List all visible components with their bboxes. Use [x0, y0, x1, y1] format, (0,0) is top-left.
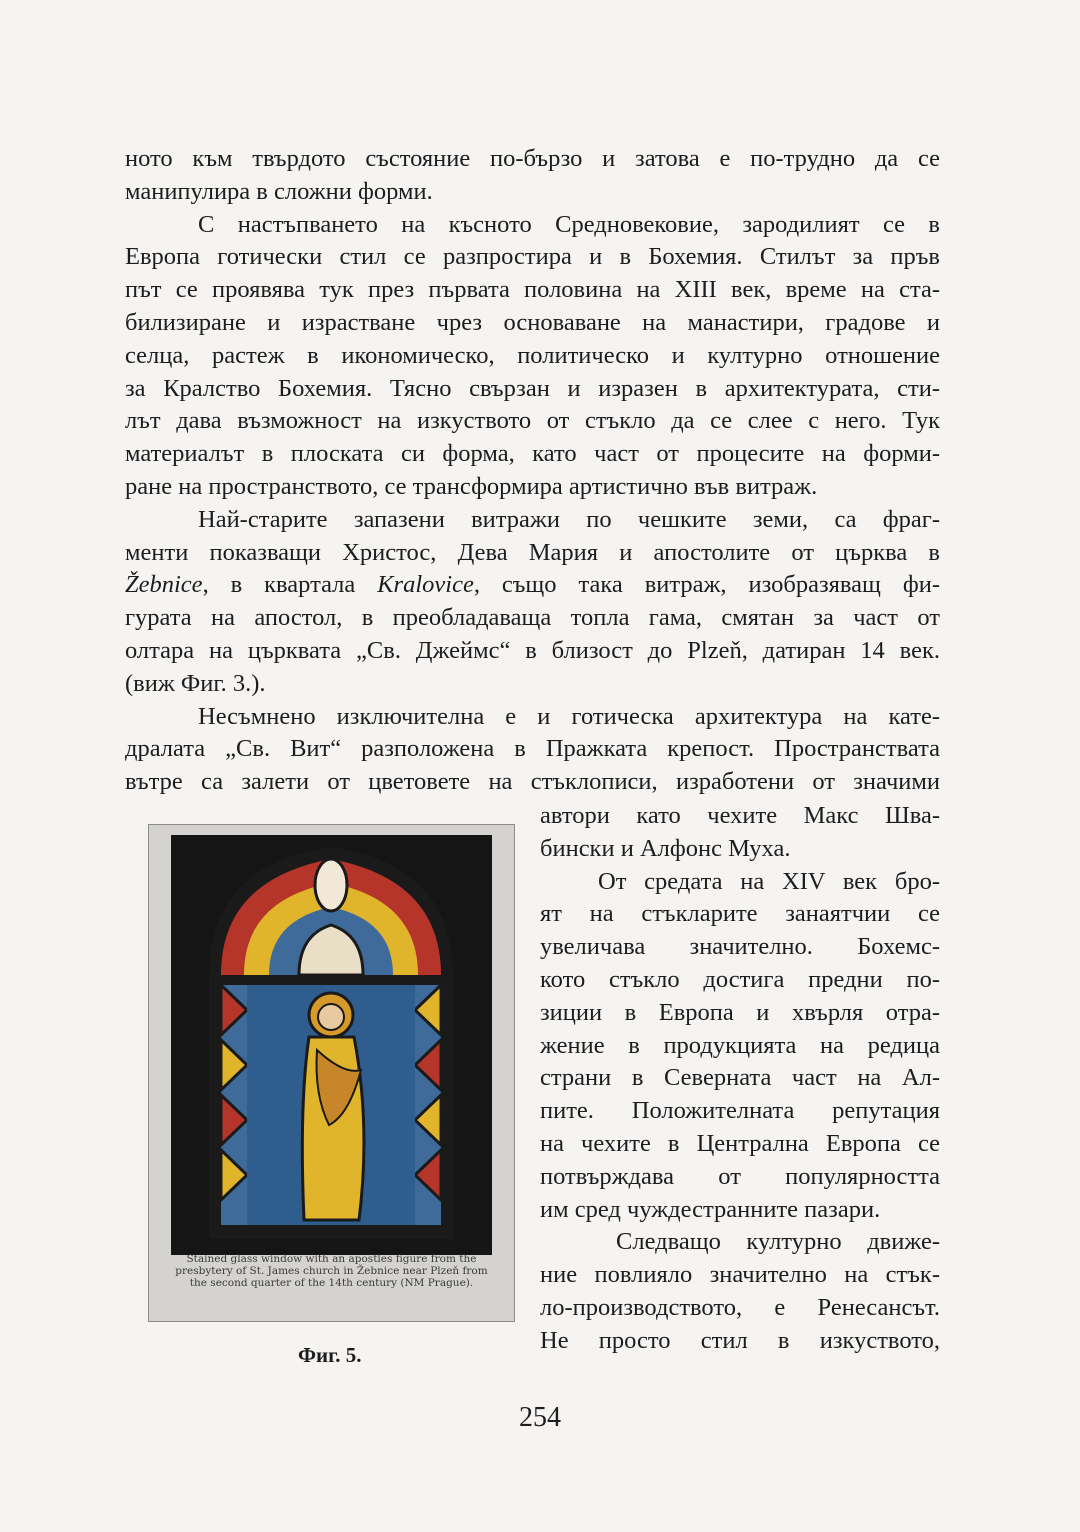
text-line: От средата на XIV век бро- [598, 867, 940, 895]
text-line: за Кралство Бохемия. Тясно свързан и изразен в архитектурата, сти- [125, 374, 940, 402]
text-line: селца, растеж в икономическо, политическо и културно отношение [125, 341, 940, 369]
text-line: ло-производството, е Ренесансът. [540, 1293, 940, 1321]
text-line: Най-старите запазени витражи по чешките земи, са фраг- [198, 505, 940, 533]
text-line: ят на стъкларите занаятчии се [540, 900, 940, 928]
text-line: им сред чуждестранните пазари. [540, 1195, 881, 1223]
text-line: ното към твърдото състояние по-бързо и затова е по-трудно да се [125, 145, 940, 172]
text-line: ние повлияло значително на стък- [540, 1261, 940, 1289]
text-line: билизиране и израстване чрез основаване на манастири, градове и [125, 308, 940, 336]
figure-label: Фиг. 5. [298, 1343, 362, 1367]
text-line: олтара на църквата „Св. Джеймс“ в близост до Plzeň, датиран 14 век. [125, 636, 940, 664]
text-line: Не просто стил в изкуството, [540, 1326, 940, 1354]
text-line: лът дава възможност на изкуството от стъкло да се слее с него. Тук [125, 407, 940, 435]
caption-line: the second quarter of the 14th century (NM Prague). [189, 1277, 474, 1289]
figure-caption-english [149, 1253, 514, 1289]
text-line: Следващо културно движе- [616, 1228, 940, 1256]
text-line: пите. Положителната репутация [540, 1097, 940, 1125]
text-line: вътре са залети от цветовете на стъклописи, изработени от значими [125, 768, 940, 796]
text-line: увеличава значително. Бохемс- [540, 933, 940, 961]
text-line: С настъпването на късното Средновековие, зародилият се в [198, 210, 940, 238]
place-name-kralovice: Kralovice [377, 571, 474, 599]
caption-line: Stained glass window with an apostles figure from the [186, 1253, 477, 1265]
caption-line: presbytery of St. James church in Žebnice near Plzeň from [175, 1265, 488, 1277]
stained-glass-figure [148, 824, 515, 1322]
text-line: на чехите в Централна Европа се [540, 1129, 940, 1157]
text-line: бински и Алфонс Муха. [540, 834, 791, 862]
text-line: (виж Фиг. 3.). [125, 669, 266, 697]
text-fragment: , в квартала [202, 571, 378, 599]
text-line: гурата на апостол, в преобладаваща топла гама, смятан за част от [125, 604, 940, 632]
text-line: страни в Северната част на Ал- [540, 1064, 940, 1092]
text-line: Европа готически стил се разпростира и в Бохемия. Стилът за пръв [125, 243, 940, 271]
text-line: кото стъкло достига предни по- [540, 965, 940, 993]
text-line: зиции в Европа и хвърля отра- [540, 998, 940, 1026]
page-number: 254 [519, 1402, 561, 1433]
text-line: автори като чехите Макс Шва- [540, 802, 940, 829]
place-name-zebnice: Žebnice [125, 571, 203, 599]
text-line-with-places [125, 569, 940, 602]
text-line: дралата „Св. Вит“ разположена в Пражката крепост. Пространствата [125, 735, 940, 763]
body-paragraphs-top [125, 143, 940, 799]
text-line: менти показващи Христос, Дева Мария и апостолите от църква в [125, 538, 940, 566]
stained-glass-window-image [149, 825, 514, 1321]
text-fragment: , също така витраж, изобразяващ фи- [473, 571, 940, 599]
text-line: потвърждава от популярността [540, 1162, 940, 1190]
text-line: жение в продукцията на редица [540, 1031, 940, 1059]
text-line: ране на пространството, се трансформира артистично във витраж. [125, 472, 818, 500]
text-line: материалът в плоската си форма, като част от процесите на форми- [125, 440, 940, 468]
text-line: път се проявява тук през първата половина на XIII век, време на ста- [125, 276, 940, 304]
right-column-text [540, 800, 940, 1358]
text-line: манипулира в сложни форми. [125, 177, 433, 205]
text-line: Несъмнено изключителна е и готическа архитектура на кате- [198, 702, 940, 730]
